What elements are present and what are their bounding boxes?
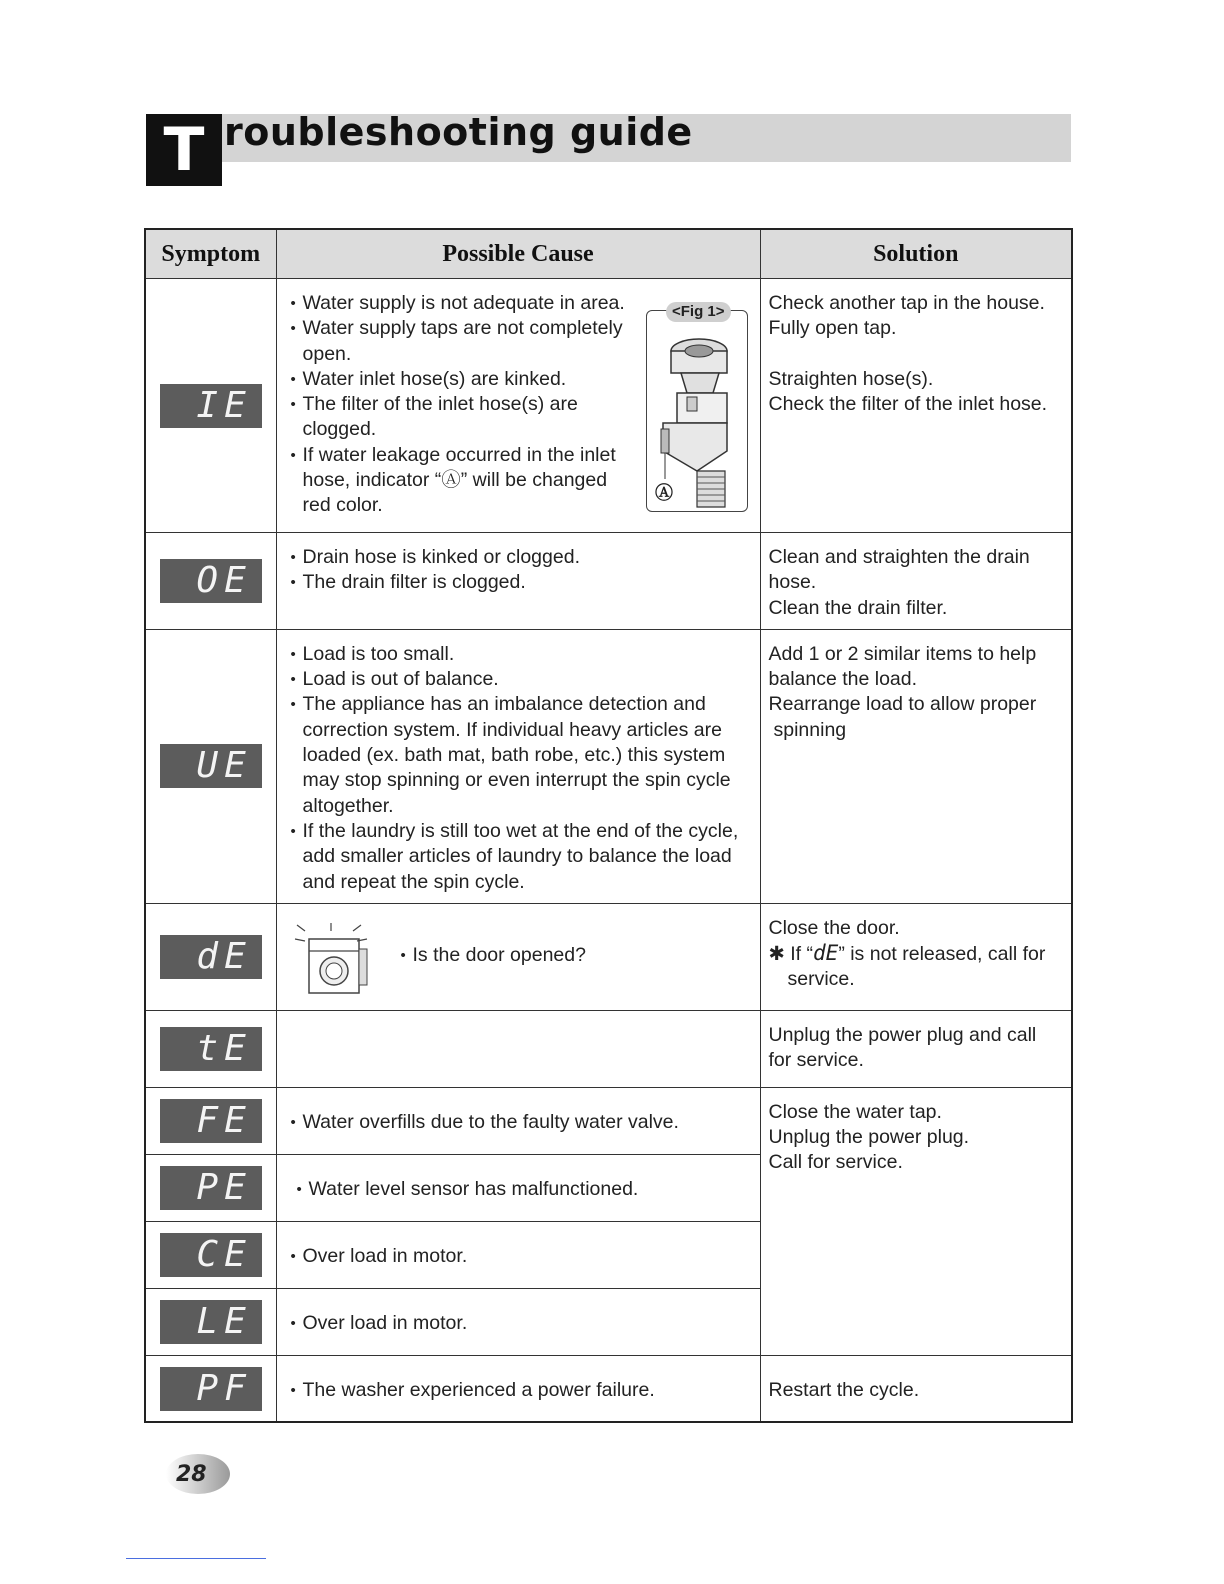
cause-item: • The washer experienced a power failure. <box>291 1378 746 1403</box>
solution-line: service. <box>787 968 855 991</box>
solution-line: Close the water tap. <box>768 1100 942 1123</box>
cause-item: • Water supply taps are not completely open. <box>291 316 631 367</box>
table-row <box>145 903 1072 1010</box>
solution-line: Call for service. <box>768 1151 903 1174</box>
cause-item: • Over load in motor. <box>291 1244 746 1269</box>
cause-cell <box>276 1221 760 1288</box>
cause-cell <box>276 1154 760 1221</box>
error-code-display: UE <box>160 744 262 788</box>
table-row <box>145 533 1072 630</box>
cause-cell <box>276 1355 760 1422</box>
symptom-cell <box>145 1154 276 1221</box>
note-suffix: ” is not released, call for <box>838 943 1046 966</box>
cause-item: • Water overfills due to the faulty water valve. <box>291 1110 746 1135</box>
symptom-cell <box>145 533 276 630</box>
solution-cell <box>760 1355 1072 1422</box>
error-code-display: PF <box>160 1367 262 1411</box>
page-number-text: 28 <box>176 1462 207 1487</box>
solution-line: Fully open tap. <box>768 317 897 340</box>
note-prefix: ✱ If “ <box>768 943 814 966</box>
table-row <box>145 279 1072 533</box>
table-row <box>145 629 1072 903</box>
error-code-display: tE <box>160 1027 262 1071</box>
cause-item: • The drain filter is clogged. <box>291 570 746 595</box>
cause-item: • If water leakage occurred in the inlet hose, indicator “Ⓐ” will be changed red color. <box>291 443 631 519</box>
figure-label: <Fig 1> <box>666 302 731 322</box>
solution-line: Check the filter of the inlet hose. <box>768 392 1048 415</box>
cause-item: • Water inlet hose(s) are kinked. <box>291 367 631 392</box>
solution-cell <box>760 1010 1072 1087</box>
title-initial: T <box>146 114 222 186</box>
cause-item: • Drain hose is kinked or clogged. <box>291 545 746 570</box>
solution-line: Unplug the power plug and call for service. <box>768 1023 1037 1072</box>
fig-marker: Ⓐ <box>655 483 673 503</box>
cause-item: • Load is too small. <box>291 642 746 667</box>
error-code-display: LE <box>160 1300 262 1344</box>
symptom-cell <box>145 1288 276 1355</box>
cause-cell <box>276 903 760 1010</box>
error-code-display: IE <box>160 384 262 428</box>
cause-item: • The appliance has an imbalance detection and correction system. If individual heavy articles are loaded (ex. bath mat, bath robe, etc.) this system may stop spinning or even interrupt the spin cycle altogether. <box>291 692 746 818</box>
solution-line: Restart the cycle. <box>768 1378 920 1401</box>
solution-line: Clean and straighten the drain hose. <box>768 546 1030 594</box>
table-header-row <box>145 229 1072 279</box>
symptom-cell <box>145 629 276 903</box>
solution-note <box>769 941 1064 967</box>
table-row <box>145 1010 1072 1087</box>
solution-line: Clean the drain filter. <box>768 596 948 619</box>
cause-cell <box>276 1288 760 1355</box>
washer-door-open-icon <box>291 919 371 999</box>
cause-item: • The filter of the inlet hose(s) are clogged. <box>291 392 631 443</box>
solution-line: Straighten hose(s). <box>768 367 934 390</box>
page-number <box>152 1452 230 1496</box>
table-row <box>145 1087 1072 1154</box>
table-row <box>145 1355 1072 1422</box>
cause-cell <box>276 533 760 630</box>
cause-cell <box>276 1010 760 1087</box>
error-code-display: CE <box>160 1233 262 1277</box>
solution-cell <box>760 279 1072 533</box>
symptom-cell <box>145 1355 276 1422</box>
cause-item: • Load is out of balance. <box>291 667 746 692</box>
solution-line: Rearrange load to allow proper <box>768 693 1037 716</box>
cause-item: • Water supply is not adequate in area. <box>291 291 631 316</box>
error-code-display: dE <box>160 935 262 979</box>
symptom-cell <box>145 1087 276 1154</box>
solution-line: Check another tap in the house. <box>768 292 1045 314</box>
symptom-cell <box>145 903 276 1010</box>
solution-line: Add 1 or 2 similar items to help balance the load. <box>768 642 1037 691</box>
cause-item: • Water level sensor has malfunctioned. <box>297 1177 746 1202</box>
note-code: dE <box>813 941 839 966</box>
cause-item: • Over load in motor. <box>291 1311 746 1336</box>
error-code-display: OE <box>160 559 262 603</box>
header-symptom: Symptom <box>145 229 276 279</box>
page-title: roubleshooting guide <box>224 110 693 154</box>
symptom-cell <box>145 1221 276 1288</box>
solution-cell <box>760 1087 1072 1355</box>
cause-cell <box>276 629 760 903</box>
symptom-cell <box>145 279 276 533</box>
solution-line: spinning <box>773 718 847 741</box>
cause-cell <box>276 1087 760 1154</box>
error-code-display: FE <box>160 1099 262 1143</box>
header-cause: Possible Cause <box>276 229 760 279</box>
footer-rule <box>126 1558 266 1559</box>
symptom-cell <box>145 1010 276 1087</box>
solution-cell <box>760 903 1072 1010</box>
header-solution: Solution <box>760 229 1072 279</box>
cause-item: • If the laundry is still too wet at the end of the cycle, add smaller articles of laundry to balance the load and repeat the spin cycle. <box>291 819 746 895</box>
solution-line: Unplug the power plug. <box>768 1126 970 1149</box>
cause-item: • Is the door opened? <box>401 943 586 968</box>
troubleshooting-table <box>144 228 1073 1423</box>
error-code-display: PE <box>160 1166 262 1210</box>
solution-cell <box>760 533 1072 630</box>
solution-cell <box>760 629 1072 903</box>
solution-line: Close the door. <box>768 916 900 939</box>
inlet-hose-figure <box>646 310 748 512</box>
